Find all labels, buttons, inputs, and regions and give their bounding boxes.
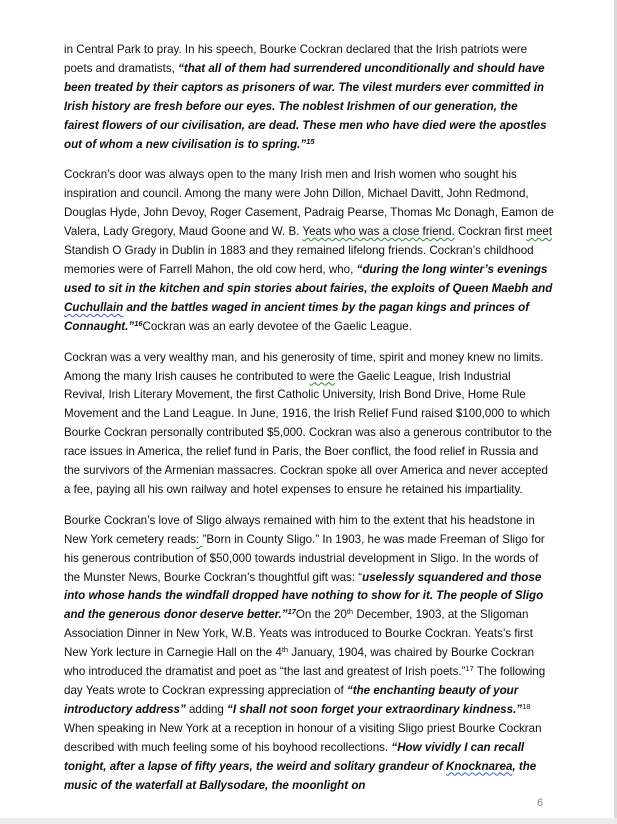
quotation: “How vividly I can recall tonight, after a lapse of fifty years, the weird and solitary grandeur of xyxy=(64,740,525,773)
spelling-flag: Cuchullain xyxy=(64,300,124,314)
footnote-ref: 16 xyxy=(134,318,143,328)
quotation: “the enchanting beauty of your introductory address” xyxy=(64,684,519,716)
page-bottom-gap xyxy=(0,818,617,824)
paragraph-text: adding xyxy=(185,702,228,716)
footnote-ref: 17 xyxy=(287,607,296,617)
grammar-flag: were xyxy=(309,369,335,383)
footnote-ref: 17 xyxy=(465,664,474,674)
quotation: “that all of them had surrendered unconditionally and should have been treated by their captors as prisoners of war. The vilest murders ever committed in Irish history are fresh before our eyes. The noblest Irishmen of our generation, the fairest flowers of our civilisation, are dead. These men who have died were the apostles out of whom a new civilisation is to spring.” xyxy=(64,61,547,151)
quotation: , the music of the waterfall at Ballysodare, the moonlight on xyxy=(64,759,537,792)
paragraph-text: December, 1903, at the Sligoman Association Dinner in New York, W.B. Yeats was introduced to Bourke Cockran. Yeats’s first New York lecture in Carnegie Hall on the 4 xyxy=(64,608,533,660)
paragraph-2 xyxy=(64,166,554,336)
quotation: “during the long winter’s evenings used to sit in the kitchen and spin stories about fairies, the exploits of Queen Maebh and xyxy=(64,262,553,295)
paragraph-3 xyxy=(64,349,554,500)
paragraph-text: When speaking in New York at a reception in honour of a visiting Sligo priest Bourke Cockran described with much feeling some of his boyhood recollections. xyxy=(64,721,542,754)
paragraph-text: ”Born in County Sligo.” In 1903, he was made Freeman of Sligo for his generous contribution of $50,000 towards industrial development in Sligo. In the words of the Munster News, Bourke Cockran’s thoughtful gift was: “ xyxy=(64,532,545,584)
paragraph-text: Cockran’s door was always open to the many Irish men and Irish women who sought his inspiration and council. Among the many were John Dillon, Michael Davitt, John Redmond, Douglas Hyde, John Devoy, Roger Casement, Padraig Pearse, Thomas Mc Donagh, Eamon de Valera, Lady Gregory, Maud Goone and W. B. xyxy=(64,168,554,239)
paragraph-text: January, 1904, was chaired by Bourke Cockran who introduced the dramatist and poet as “the last and greatest of Irish poets.” xyxy=(64,646,535,679)
footnote-ref: 15 xyxy=(306,136,315,146)
footnote-ref: 18 xyxy=(522,701,531,711)
quotation: and the battles waged in ancient times by the pagan kings and princes of Connaught.” xyxy=(64,300,530,333)
quotation: uselessly squandered and those into whose hands the windfall dropped have nothing to show for it. The people of Sligo and the generous donor deserve better.” xyxy=(64,570,544,622)
ordinal-suffix: th xyxy=(346,607,354,617)
paragraph-text: Standish O Grady in Dublin in 1883 and they remained lifelong friends. Cockran’s childhood memories were of Farrell Mahon, the old cow herd, who, xyxy=(64,244,534,276)
quotation: “I shall not soon forget your extraordinary kindness.” xyxy=(227,702,523,716)
paragraph-text: in Central Park to pray. In his speech, Bourke Cockran declared that the Irish patriots were poets and dramatists, xyxy=(64,43,528,75)
paragraph-text: the Gaelic League, Irish Industrial Revival, Irish Literary Movement, the first Catholic University, Irish Bond Drive, Home Rule Movement and the Land League. In June, 1916, the Irish Relief Fund raised $100,000 to which Bourke Cockran personally contributed $5,000. Cockran was also a generous contributor to the race issues in America, the relief fund in Paris, the Boer conflict, the food relief in Russia and the survivors of the Armenian massacres. Cockran spoke all over America and never accepted a fee, paying all his own railway and hotel expenses to ensure he retained his impartiality. xyxy=(64,369,552,496)
page-number: 6 xyxy=(537,797,544,809)
paragraph-text: Cockran was a very wealthy man, and his generosity of time, spirit and money knew no limits. Among the many Irish causes he contributed to xyxy=(64,350,544,383)
grammar-flag: meet xyxy=(526,225,553,239)
paragraph-text: Bourke Cockran’s love of Sligo always remained with him to the extent that his headstone in New York cemetery reads xyxy=(64,513,535,546)
grammar-flag: Yeats who was a close friend. xyxy=(302,225,455,239)
document-body xyxy=(64,41,554,807)
paragraph-text: On the 20 xyxy=(295,608,347,622)
spelling-flag: Knocknarea xyxy=(446,759,513,773)
paragraph-1 xyxy=(64,41,554,154)
paragraph-4 xyxy=(64,512,554,796)
paragraph-text: The following day Yeats wrote to Cockran expressing appreciation of xyxy=(64,665,546,697)
grammar-flag: : xyxy=(196,532,203,546)
ordinal-suffix: th xyxy=(281,645,289,655)
paragraph-text: Cockran first xyxy=(454,225,527,239)
paragraph-text: Cockran was an early devotee of the Gaelic League. xyxy=(142,319,412,333)
